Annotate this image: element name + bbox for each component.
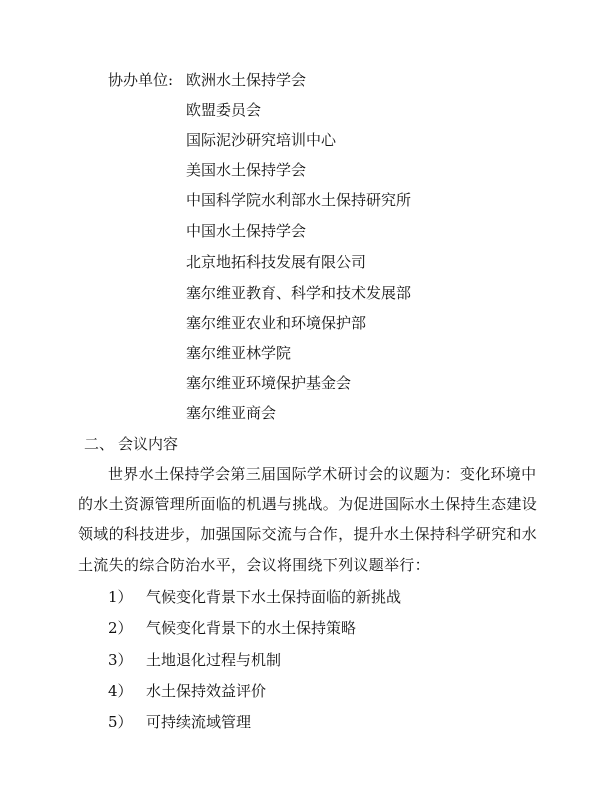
- org-item: 欧洲水土保持学会: [186, 71, 307, 89]
- section-number: 二、: [84, 435, 115, 453]
- org-item: 塞尔维亚环境保护基金会: [186, 374, 352, 392]
- topic-number: 2）: [108, 619, 133, 637]
- org-item: 塞尔维亚教育、科学和技术发展部: [186, 284, 412, 302]
- org-item: 塞尔维亚商会: [186, 404, 277, 422]
- topic-text: 可持续流域管理: [146, 713, 252, 731]
- paragraph-line: 世界水土保持学会第三届国际学术研讨会的议题为：变化环境中: [108, 465, 537, 483]
- paragraph-line: 领域的科技进步，加强国际交流与合作，提升水土保持科学研究和水: [78, 525, 538, 543]
- paragraph-line: 的水土资源管理所面临的机遇与挑战。为促进国际水土保持生态建设: [78, 495, 538, 513]
- org-item: 塞尔维亚林学院: [186, 344, 292, 362]
- topic-text: 土地退化过程与机制: [146, 651, 282, 669]
- org-item: 塞尔维亚农业和环境保护部: [186, 314, 367, 332]
- topic-number: 5）: [108, 713, 133, 731]
- org-item: 欧盟委员会: [186, 101, 262, 119]
- org-item: 美国水土保持学会: [186, 161, 307, 179]
- topic-text: 气候变化背景下水土保持面临的新挑战: [146, 588, 402, 606]
- topic-text: 气候变化背景下的水土保持策略: [146, 619, 357, 637]
- topic-number: 1）: [108, 588, 133, 606]
- co-organizers-label: 协办单位:: [108, 71, 174, 89]
- topic-text: 水土保持效益评价: [146, 682, 267, 700]
- org-item: 北京地拓科技发展有限公司: [186, 253, 367, 271]
- org-item: 国际泥沙研究培训中心: [186, 131, 337, 149]
- topic-number: 3）: [108, 651, 133, 669]
- section-title: 会议内容: [118, 435, 179, 453]
- topic-number: 4）: [108, 682, 133, 700]
- paragraph-line: 土流失的综合防治水平，会议将围绕下列议题举行：: [78, 556, 430, 574]
- org-item: 中国水土保持学会: [186, 222, 307, 240]
- org-item: 中国科学院水利部水土保持研究所: [186, 191, 412, 209]
